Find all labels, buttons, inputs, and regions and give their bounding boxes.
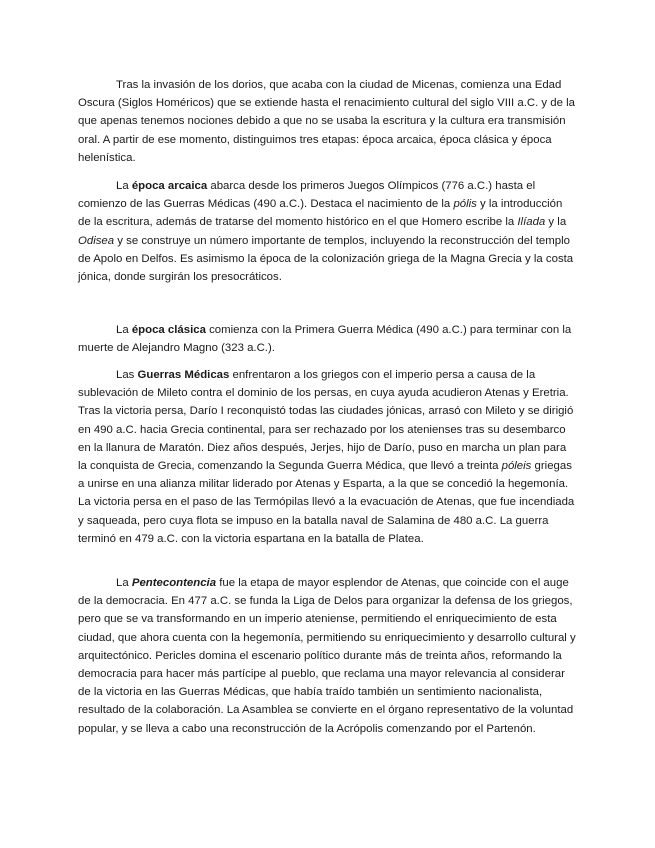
text-segment: fue la etapa de mayor esplendor de Atenas, que coincide con el auge de la democracia. En 477 a.C. se funda la Liga de Delos para organizar la defensa de los griegos, pero que se va transformando en un imperio ateniense, permitiendo el enriquecimiento de esta ciudad, que ahora cuenta con la hegemonía, permitiendo su enriquecimiento y desarrollo cultural y arquitectónico. Pericles domina el escenario político durante más de treinta años, reformando la democracia para hacer más partícipe al pueblo, que reclama una mayor relevancia al considerar de la victoria en las Guerras Médicas, que había traído también un sentimiento nacionalista, resultado de la colaboración. La Asamblea se convierte en el órgano representativo de la voluntad popular, y se lleva a cabo una reconstrucción de la Acrópolis comenzando por el Partenón.	[78, 577, 576, 735]
paragraph-intro	[78, 76, 578, 167]
paragraph-guerras-medicas	[78, 366, 578, 548]
text-segment: Las	[116, 369, 138, 381]
text-segment: Tras la invasión de los dorios, que acaba con la ciudad de Micenas, comienza una Edad Oscura (Siglos Homéricos) que se extiende hasta el renacimiento cultural del siglo VIII a.C. y de la que apenas tenemos nociones debido a que no se usaba la escritura y la cultura era transmisión oral. A partir de ese momento, distinguimos tres etapas: época arcaica, época clásica y época helenística.	[78, 79, 575, 164]
text-segment: La	[116, 324, 132, 336]
term-pentecontencia-italic: Pentecontencia	[131, 577, 217, 589]
text-segment: y se construye un número importante de templos, incluyendo la reconstrucción del templo de Apolo en Delfos. Es asimismo la época de la colonización griega de la Magna Grecia y la costa jónica, donde surgirán los presocráticos.	[78, 234, 574, 284]
text-segment: griegas a unirse en una alianza militar liderado por Atenas y Esparta, a la que se concedió la hegemonía. La victoria persa en el paso de las Termópilas llevó a la evacuación de Atenas, que fue incendiada y saqueada, pero cuya flota se impuso en la batalla naval de Salamina de 480 a.C. La guerra terminó en 479 a.C. con la victoria espartana en la batalla de Platea.	[78, 460, 575, 545]
text-segment: La	[116, 180, 132, 192]
term-epoca-arcaica: época arcaica	[131, 180, 208, 192]
term-pentecontencia	[132, 577, 216, 589]
term-epoca-clasica: época clásica	[131, 324, 206, 336]
title-iliada: Ilíada	[517, 216, 546, 229]
term-guerras-medicas: Guerras Médicas	[137, 369, 230, 381]
text-segment: y la	[545, 216, 567, 229]
paragraph-epoca-clasica	[78, 321, 578, 357]
title-odisea: Odisea	[78, 234, 115, 247]
text-segment: comienza con la Primera Guerra Médica (490 a.C.) para terminar con la muerte de Alejandro Magno (323 a.C.).	[78, 324, 572, 355]
text-segment: enfrentaron a los griegos con el imperio persa a causa de la sublevación de Mileto contra el dominio de los persas, en cuya ayuda acudieron Atenas y Eretria. Tras la victoria persa, Darío I reconquistó todas las ciudades jónicas, arrasó con Mileto y se dirigió en 490 a.C. hacia Grecia continental, para ser rechazado por los atenienses tras su desembarco en la llanura de Maratón. Diez años después, Jerjes, hijo de Darío, puso en marcha un plan para la conquista de Grecia, comenzando la Segunda Guerra Médica, que llevó a treinta	[78, 369, 574, 473]
text-segment: y la introducción de la escritura, además de tratarse del momento histórico en el que Homero escribe la	[78, 198, 563, 229]
paragraph-intro-text	[78, 76, 578, 167]
paragraph-guerras-medicas-text	[78, 366, 578, 548]
paragraph-epoca-arcaica-text	[78, 177, 578, 286]
text-segment: La	[116, 577, 132, 589]
paragraph-epoca-arcaica	[78, 177, 578, 286]
paragraph-epoca-clasica-text	[78, 321, 578, 357]
paragraph-pentecontencia-text	[78, 574, 578, 738]
paragraph-pentecontencia	[78, 574, 578, 738]
term-polis: pólis	[453, 198, 477, 211]
term-poleis: póleis	[501, 460, 532, 473]
text-segment: abarca desde los primeros Juegos Olímpicos (776 a.C.) hasta el comienzo de las Guerras Médicas (490 a.C.). Destaca el nacimiento de la	[78, 180, 536, 211]
